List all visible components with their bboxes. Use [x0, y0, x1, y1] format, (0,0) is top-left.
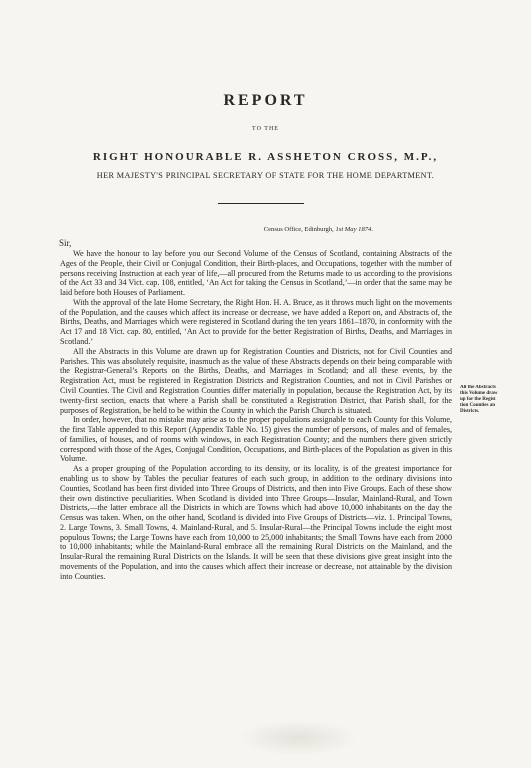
to-the-label: TO THE [252, 126, 279, 132]
margin-note-line: Districts. [460, 409, 480, 415]
faded-stamp [238, 720, 358, 756]
paragraph-4: In order, however, that no mistake may arise as to the proper populations assignable to each County for this Volume, the first Table appended to this Report (Appendix Table No. 15) gives the number of persons, of males and of females, of families, of houses, and of rooms with windows, in each Registration County; and the numbers there given strictly correspond with those of the Ages, Conjugal Condition, Occupations, and Birth-places of the Population as given in this Volume. [60, 415, 452, 464]
divider-rule [218, 203, 304, 204]
margin-note-line: tion Counties an [460, 403, 496, 409]
paragraph-2: With the approval of the late Home Secretary, the Right Hon. H. A. Bruce, as it throws much light on the movements of the Population, and the causes which affect its increase or decrease, we have added a Report on, and Abstracts of, the Births, Deaths, and Marriages which were registered in Scotland during the ten years 1861–1870, in conformity with the Act 17 and 18 Vict. cap. 80, entitled, ‘An Act to provide for the better Registration of Births, Deaths, and Marriages in Scotland.’ [60, 297, 452, 347]
dateline-place: Census Office, Edinburgh, [263, 226, 334, 233]
office-heading: HER MAJESTY'S PRINCIPAL SECRETARY OF STATE FOR THE HOME DEPARTMENT. [96, 171, 435, 180]
dateline [264, 226, 373, 233]
dateline-date: 1st May 1874. [335, 226, 373, 233]
paragraph-1: We have the honour to lay before you our Second Volume of the Census of Scotland, containing Abstracts of the Ages of the People, their Civil or Conjugal Condition, their Birth-places, and Occupations, together with the number of persons receiving Instruction at each year of life,—all procured from the Returns made to us according to the provisions of the Act 33 and 34 Vict. cap. 108, entitled, ‘An Act for taking the Census in Scotland,’—in order that the same may be laid before both Houses of Parliament. [60, 249, 452, 298]
report-title: REPORT [223, 92, 308, 109]
report-body [60, 249, 452, 582]
paragraph-5: As a proper grouping of the Population according to its density, or its locality, is of the greatest importance for enabling us to show by Tables the peculiar features of each such group, in addition to the ordinary divisions into Counties, Scotland has been first divided into Three Groups of Districts, and then into Five Groups. Each of these show their own distinctive peculiarities. When Scotland is divided into Three Groups—Insular, Mainland-Rural, and Town Districts,—the latter embrace all the Districts in which are Towns which had above 10,000 inhabitants on the day the Census was taken. When, on the other hand, Scotland is divided into Five Groups of Districts—viz. 1. Principal Towns, 2. Large Towns, 3. Small Towns, 4. Mainland-Rural, and 5. Insular-Rural—the Principal Towns include the eight most populous Towns; the Large Towns have each from 10,000 to 25,000 inhabitants; the Small Towns have each from 2000 to 10,000 inhabitants; while the Mainland-Rural embrace all the remaining Rural Districts on the Mainland, and the Insular-Rural the remaining Rural Districts on the Islands. It will be seen that these divisions give great insight into the movements of the Population, and into the causes which affect their increase or decrease, not attainable by the division into Counties. [60, 464, 452, 581]
margin-note [460, 385, 531, 415]
margin-note-line: this Volume draw [460, 391, 498, 397]
salutation: Sir, [59, 238, 72, 248]
margin-note-line: All the Abstracts [460, 385, 496, 390]
paragraph-3: All the Abstracts in this Volume are drawn up for Registration Counties and Districts, not for Civil Counties and Parishes. This was absolutely requisite, inasmuch as the value of these Abstracts depends on their being comparable with the Registrar-General’s Reports on the Births, Deaths, and Marriages in Scotland; and all these events, by the Registration Act, must be registered in Registration Districts and Registration Counties, and not in Civil Parishes or Civil Counties. The Civil and Registration Counties differ materially in population, because the Registration Act, by its twenty-first section, enacts that where a Parish shall be constituted a Registration District, that Parish shall, for the purposes of Registration, be held to be within the County in which the Parish Church is situated. [60, 346, 452, 415]
margin-note-line: up for the Regist [460, 397, 496, 403]
addressee-heading: RIGHT HONOURABLE R. ASSHETON CROSS, M.P., [92, 151, 439, 163]
